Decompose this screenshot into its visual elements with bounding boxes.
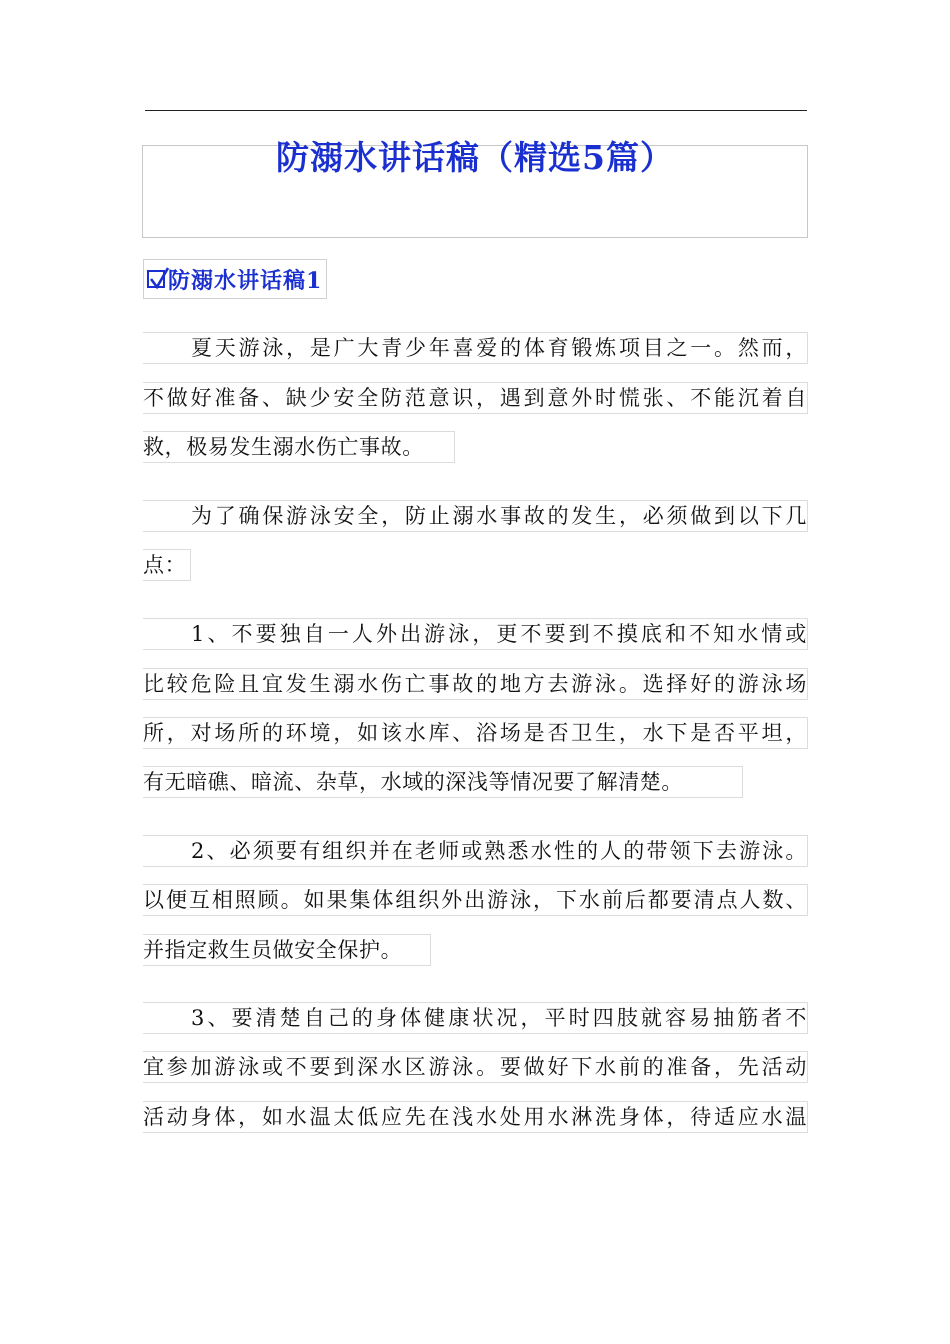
- paragraph-line: 所，对场所的环境，如该水库、浴场是否卫生，水下是否平坦，: [143, 717, 808, 749]
- paragraph-line: 2、必须要有组织并在老师或熟悉水性的人的带领下去游泳。: [143, 835, 808, 867]
- paragraph-line: 夏天游泳，是广大青少年喜爱的体育锻炼项目之一。然而，: [143, 332, 808, 364]
- paragraph-line: 宜参加游泳或不要到深水区游泳。要做好下水前的准备，先活动: [143, 1051, 808, 1083]
- document-title: 防溺水讲话稿（精选5篇）: [276, 138, 674, 177]
- paragraph-line: 并指定救生员做安全保护。: [143, 934, 431, 966]
- paragraph-line: 活动身体，如水温太低应先在浅水处用水淋洗身体，待适应水温: [143, 1101, 808, 1133]
- section-heading: [143, 259, 327, 299]
- paragraph-line: 3、要清楚自己的身体健康状况，平时四肢就容易抽筋者不: [143, 1002, 808, 1034]
- header-rule: [145, 110, 807, 111]
- paragraph-line: 1、不要独自一人外出游泳，更不要到不摸底和不知水情或: [143, 618, 808, 650]
- paragraph-line: 点：: [143, 549, 191, 581]
- checked-box-icon: [147, 270, 165, 288]
- paragraph-line: 有无暗礁、暗流、杂草，水域的深浅等情况要了解清楚。: [143, 766, 743, 798]
- paragraph-line: 为了确保游泳安全，防止溺水事故的发生，必须做到以下几: [143, 500, 808, 532]
- paragraph-line: 比较危险且宜发生溺水伤亡事故的地方去游泳。选择好的游泳场: [143, 668, 808, 700]
- paragraph-line: 以便互相照顾。如果集体组织外出游泳，下水前后都要清点人数、: [143, 884, 808, 916]
- paragraph-line: 救，极易发生溺水伤亡事故。: [143, 431, 455, 463]
- paragraph-line: 不做好准备、缺少安全防范意识，遇到意外时慌张、不能沉着自: [143, 382, 808, 414]
- section-heading-text: 防溺水讲话稿1: [168, 267, 323, 294]
